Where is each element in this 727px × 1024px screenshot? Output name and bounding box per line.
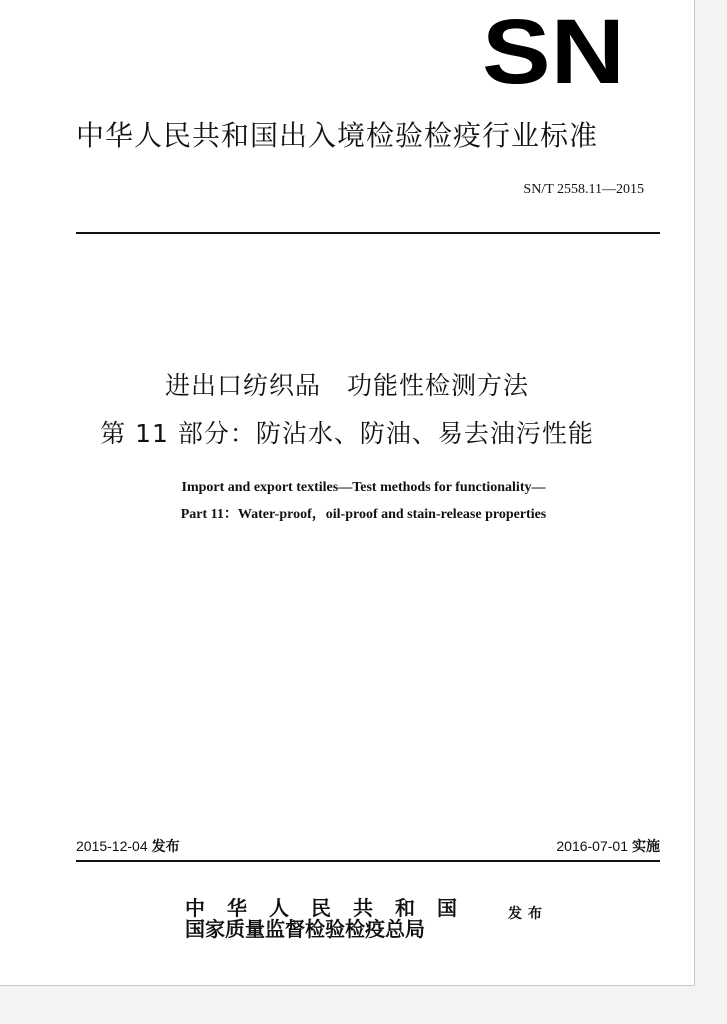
header-divider: [76, 232, 660, 234]
issuer-line-1: 中华人民共和国: [185, 896, 479, 920]
footer-divider: [76, 860, 660, 862]
english-title-line-1: Import and export textiles—Test methods for functionality—: [181, 480, 546, 495]
sn-logo-graphic: [482, 16, 625, 86]
issuer-line-2: 国家质量监督检验检疫总局: [185, 917, 425, 941]
issuer-publish-label: 发布: [508, 906, 548, 922]
standard-number: SN/T 2558.11—2015: [523, 182, 644, 197]
english-title-line-2: Part 11：Water-proof，oil-proof and stain-release properties: [180, 507, 547, 522]
issue-date: 2015-12-04: [76, 838, 148, 854]
effective-date-block: [556, 836, 660, 856]
effective-label: 实施: [632, 839, 660, 855]
issue-date-block: [76, 836, 180, 856]
chinese-title-line-1: 进出口纺织品 功能性检测方法: [164, 371, 529, 400]
sn-logo-text: SN: [482, 16, 625, 86]
effective-date: 2016-07-01: [556, 838, 628, 854]
chinese-title-line-2: 第 11 部分：防沾水、防油、易去油污性能: [100, 419, 594, 448]
issue-label: 发布: [151, 839, 180, 855]
sn-logo: [482, 16, 625, 86]
org-standard-title: 中华人民共和国出入境检验检疫行业标准: [76, 119, 599, 152]
